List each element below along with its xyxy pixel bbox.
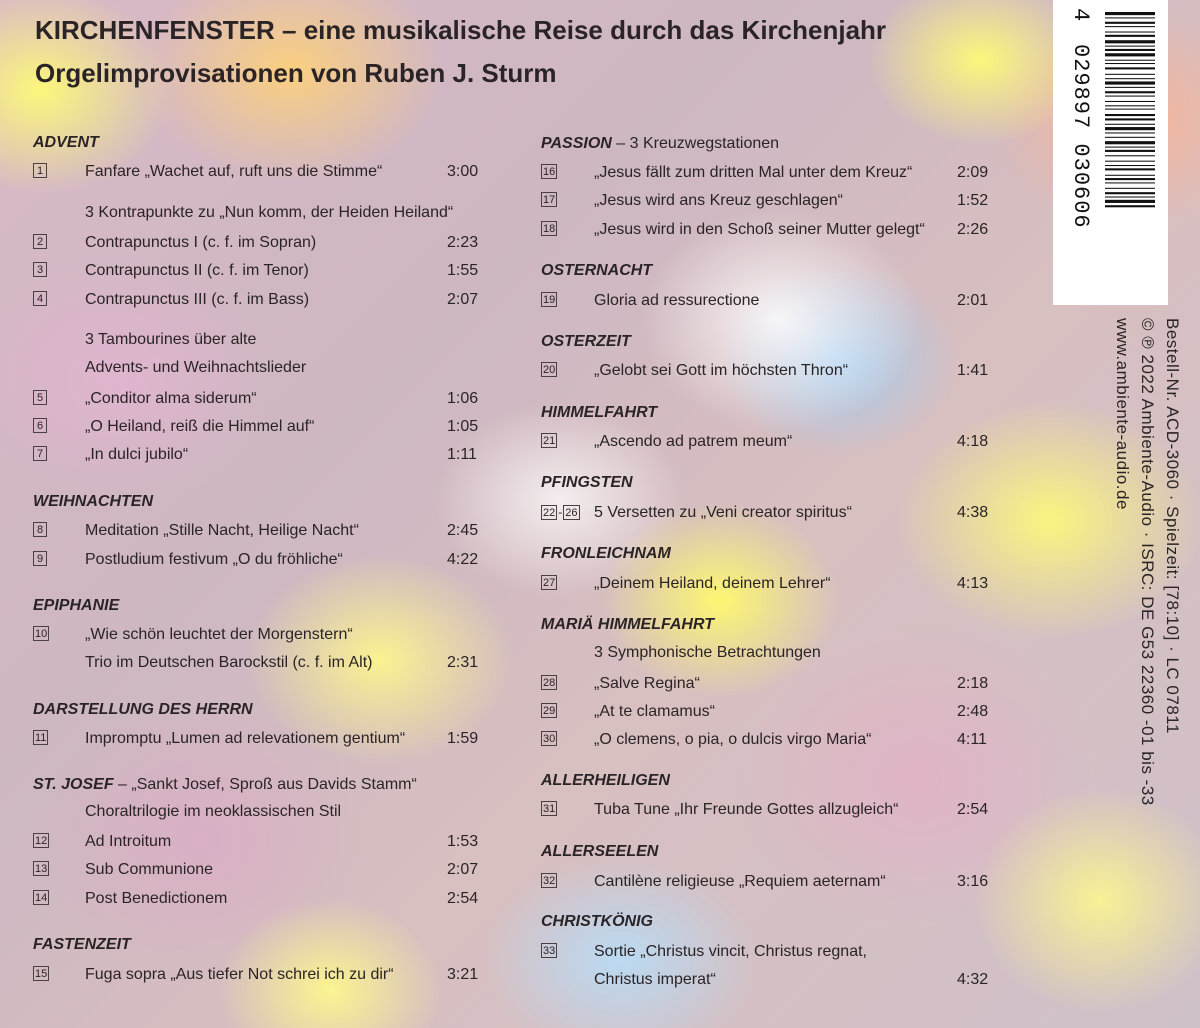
section-heading: WEIHNACHTEN xyxy=(33,493,153,510)
barcode-bar xyxy=(1105,192,1155,194)
track-title: Cantilène religieuse „Requiem aeternam“ xyxy=(594,873,886,890)
barcode-bar xyxy=(1105,137,1155,138)
section-heading: EPIPHANIE xyxy=(33,597,120,614)
track-duration: 2:45 xyxy=(447,522,479,539)
section-heading-text: PASSION xyxy=(541,135,612,152)
track-title: „Gelobt sei Gott im höchsten Thron“ xyxy=(594,362,849,379)
barcode-digits: 029897 030606 xyxy=(1068,44,1093,229)
track-number: 28 xyxy=(543,677,556,689)
copyright-info: © ℗ 2022 Ambiente-Audio · ISRC: DE G53 22360 -01 bis -33 xyxy=(1138,318,1157,806)
track-title: Ad Introitum xyxy=(85,833,172,850)
track-title: „Ascendo ad patrem meum“ xyxy=(594,433,793,450)
track-duration: 1:11 xyxy=(447,446,477,463)
barcode-bar xyxy=(1105,200,1155,203)
section-heading-sub: – 3 Kreuzwegstationen xyxy=(611,135,780,152)
group-note: 3 Symphonische Betrachtungen xyxy=(594,644,821,661)
barcode-bar xyxy=(1105,60,1155,61)
section-heading: ALLERSEELEN xyxy=(541,843,659,860)
track-duration: 2:07 xyxy=(447,291,479,308)
section-heading: FASTENZEIT xyxy=(33,936,131,953)
track-duration: 1:06 xyxy=(447,390,479,407)
track-title: Meditation „Stille Nacht, Heilige Nacht“ xyxy=(85,522,359,539)
group-note: 3 Tambourines über alte xyxy=(85,331,257,348)
barcode-bar xyxy=(1105,147,1155,148)
group-note: Choraltrilogie im neoklassischen Stil xyxy=(85,803,342,820)
track-title: „Deinem Heiland, deinem Lehrer“ xyxy=(594,575,831,592)
track-title: „Salve Regina“ xyxy=(594,675,700,692)
track-number: 12 xyxy=(35,835,48,847)
track-title: Tuba Tune „Ihr Freunde Gottes allzugleich“ xyxy=(594,801,899,818)
section-heading: ALLERHEILIGEN xyxy=(541,772,670,789)
section-heading-sub: – „Sankt Josef, Sproß aus Davids Stamm“ xyxy=(113,776,417,793)
track-duration: 3:16 xyxy=(957,873,989,890)
barcode-bar xyxy=(1105,165,1155,166)
track-title: Sortie „Christus vincit, Christus regnat, xyxy=(594,943,867,960)
barcode-bar xyxy=(1105,26,1155,27)
section-heading: OSTERNACHT xyxy=(541,262,653,279)
barcode-bar xyxy=(1105,17,1155,18)
barcode-bar xyxy=(1105,40,1155,43)
section-heading: CHRISTKÖNIG xyxy=(541,913,653,930)
barcode-bar xyxy=(1105,175,1155,176)
track-duration: 2:31 xyxy=(447,654,479,671)
barcode-bar xyxy=(1105,22,1155,24)
track-duration: 2:54 xyxy=(957,801,989,818)
track-duration: 4:18 xyxy=(957,433,989,450)
track-number: 31 xyxy=(543,803,556,815)
track-duration: 2:48 xyxy=(957,703,989,720)
section-heading: FRONLEICHNAM xyxy=(541,545,671,562)
track-title: Contrapunctus III (c. f. im Bass) xyxy=(85,291,310,308)
track-number: 29 xyxy=(543,705,556,717)
track-title: „Jesus fällt zum dritten Mal unter dem Kreuz“ xyxy=(594,164,913,181)
track-title: „O Heiland, reiß die Himmel auf“ xyxy=(85,418,315,435)
barcode-bar xyxy=(1105,109,1155,110)
track-duration: 2:54 xyxy=(447,890,479,907)
section-heading: DARSTELLUNG DES HERRN xyxy=(33,701,253,718)
track-duration: 2:01 xyxy=(957,292,989,309)
track-duration: 4:32 xyxy=(957,971,989,988)
barcode-bar xyxy=(1105,141,1155,144)
section-heading-text: ST. JOSEF xyxy=(33,776,114,793)
section-heading xyxy=(33,776,417,794)
barcode-bar xyxy=(1105,182,1155,183)
barcode xyxy=(1053,0,1168,305)
barcode-bar xyxy=(1105,78,1155,79)
website: www.ambiente-audio.de xyxy=(1113,318,1132,510)
barcode-bar xyxy=(1105,205,1155,207)
track-number: 6 xyxy=(33,418,47,433)
barcode-bar xyxy=(1105,91,1155,93)
track-number: 2 xyxy=(33,234,47,249)
track-number: 9 xyxy=(33,551,47,566)
track-number: 20 xyxy=(543,364,556,376)
track-duration: 1:53 xyxy=(447,833,479,850)
section-heading xyxy=(541,135,779,153)
track-title: „O clemens, o pia, o dulcis virgo Maria“ xyxy=(594,731,872,748)
barcode-bar xyxy=(1105,114,1155,116)
section-heading: MARIÄ HIMMELFAHRT xyxy=(541,616,715,633)
track-title: Post Benedictionem xyxy=(85,890,228,907)
barcode-digit-lead: 4 xyxy=(1068,8,1093,22)
barcode-bar xyxy=(1105,197,1155,198)
track-number: 5 xyxy=(33,390,47,405)
track-number: 21 xyxy=(543,435,556,447)
track-title: Sub Communione xyxy=(85,861,214,878)
barcode-bar xyxy=(1105,96,1155,97)
track-number: 7 xyxy=(33,446,47,461)
section-heading: PFINGSTEN xyxy=(541,474,633,491)
track-duration: 1:05 xyxy=(447,418,479,435)
track-title: „Jesus wird in den Schoß seiner Mutter gelegt“ xyxy=(594,221,925,238)
track-duration: 2:26 xyxy=(957,221,989,238)
barcode-bar xyxy=(1105,168,1155,170)
track-number: 22 xyxy=(543,507,556,519)
barcode-bar xyxy=(1105,124,1155,125)
track-duration: 4:13 xyxy=(957,575,989,592)
track-number: 27 xyxy=(543,577,556,589)
track-title: Impromptu „Lumen ad relevationem gentium“ xyxy=(85,730,406,747)
track-number: 16 xyxy=(543,166,556,178)
album-title: KIRCHENFENSTER – eine musikalische Reise durch das Kirchenjahr xyxy=(35,15,887,45)
barcode-bar xyxy=(1105,161,1155,162)
track-number: 3 xyxy=(33,262,47,277)
barcode-bar xyxy=(1105,63,1155,64)
section-heading: ADVENT xyxy=(33,134,99,151)
track-number: 14 xyxy=(35,892,48,904)
barcode-bar xyxy=(1105,101,1155,102)
track-number-end: 26 xyxy=(565,507,578,519)
track-duration: 4:22 xyxy=(447,551,479,568)
barcode-bar xyxy=(1105,155,1155,156)
barcode-bar xyxy=(1105,105,1155,106)
track-number: 17 xyxy=(543,194,556,206)
barcode-bar xyxy=(1105,35,1155,37)
barcode-bars xyxy=(1053,0,1168,305)
order-info: Bestell-Nr. ACD-3060 · Spielzeit: [78:10] · LC 07811 xyxy=(1163,318,1182,734)
track-duration: 4:38 xyxy=(957,504,989,521)
track-title-continued: Christus imperat“ xyxy=(594,971,716,988)
barcode-bar xyxy=(1105,127,1155,130)
track-duration: 2:23 xyxy=(447,234,479,251)
track-number: 33 xyxy=(543,945,556,957)
barcode-bar xyxy=(1105,118,1155,120)
barcode-bar xyxy=(1105,53,1155,56)
track-title: „Wie schön leuchtet der Morgenstern“ xyxy=(85,626,353,643)
track-number: 15 xyxy=(35,968,48,980)
barcode-bar xyxy=(1105,132,1155,133)
track-number: 4 xyxy=(33,291,47,306)
track-number: 11 xyxy=(35,732,47,744)
track-number: 1 xyxy=(33,163,47,178)
track-number: 13 xyxy=(35,863,48,875)
track-title: Contrapunctus I (c. f. im Sopran) xyxy=(85,234,317,251)
track-title: „At te clamamus“ xyxy=(594,703,715,720)
track-duration: 1:41 xyxy=(957,362,989,379)
track-duration: 2:07 xyxy=(447,861,479,878)
barcode-bar xyxy=(1105,46,1155,47)
track-title: Gloria ad ressurectione xyxy=(594,292,760,309)
section-heading: HIMMELFAHRT xyxy=(541,404,658,421)
barcode-bar xyxy=(1105,188,1155,189)
group-note: 3 Kontrapunkte zu „Nun komm, der Heiden Heiland“ xyxy=(85,204,454,221)
track-number: 30 xyxy=(543,733,556,745)
barcode-bar xyxy=(1105,12,1155,15)
track-title: 5 Versetten zu „Veni creator spiritus“ xyxy=(594,504,852,521)
track-title: „In dulci jubilo“ xyxy=(85,446,189,463)
track-title: „Conditor alma siderum“ xyxy=(85,390,257,407)
track-duration: 2:09 xyxy=(957,164,989,181)
track-duration: 1:55 xyxy=(447,262,479,279)
group-note: Advents- und Weihnachtslieder xyxy=(85,359,307,376)
track-title: Postludium festivum „O du fröhliche“ xyxy=(85,551,343,568)
barcode-bar xyxy=(1105,87,1155,88)
album-subtitle: Orgelimprovisationen von Ruben J. Sturm xyxy=(35,58,557,88)
track-number: 32 xyxy=(543,875,556,887)
track-title: Fanfare „Wachet auf, ruft uns die Stimme“ xyxy=(85,163,383,180)
barcode-bar xyxy=(1105,67,1155,69)
barcode-bar xyxy=(1105,178,1155,180)
track-duration: 2:18 xyxy=(957,675,989,692)
track-title: Fuga sopra „Aus tiefer Not schrei ich zu dir“ xyxy=(85,966,394,983)
barcode-bar xyxy=(1105,49,1155,51)
track-title: „Jesus wird ans Kreuz geschlagen“ xyxy=(594,192,844,209)
track-number: 18 xyxy=(543,223,556,235)
track-duration: 1:59 xyxy=(447,730,479,747)
track-duration: 4:11 xyxy=(957,731,987,748)
track-duration: 1:52 xyxy=(957,192,989,209)
barcode-bar xyxy=(1105,150,1155,152)
track-title: Contrapunctus II (c. f. im Tenor) xyxy=(85,262,309,279)
barcode-bar xyxy=(1105,32,1155,33)
track-duration: 3:00 xyxy=(447,163,479,180)
section-heading: OSTERZEIT xyxy=(541,333,631,350)
track-number: 10 xyxy=(35,628,48,640)
track-number: 8 xyxy=(33,522,47,537)
barcode-bar xyxy=(1105,81,1155,84)
track-duration: 3:21 xyxy=(447,966,479,983)
barcode-bar xyxy=(1105,74,1155,75)
track-number: 19 xyxy=(543,294,556,306)
track-title-continued: Trio im Deutschen Barockstil (c. f. im Alt) xyxy=(85,654,373,671)
